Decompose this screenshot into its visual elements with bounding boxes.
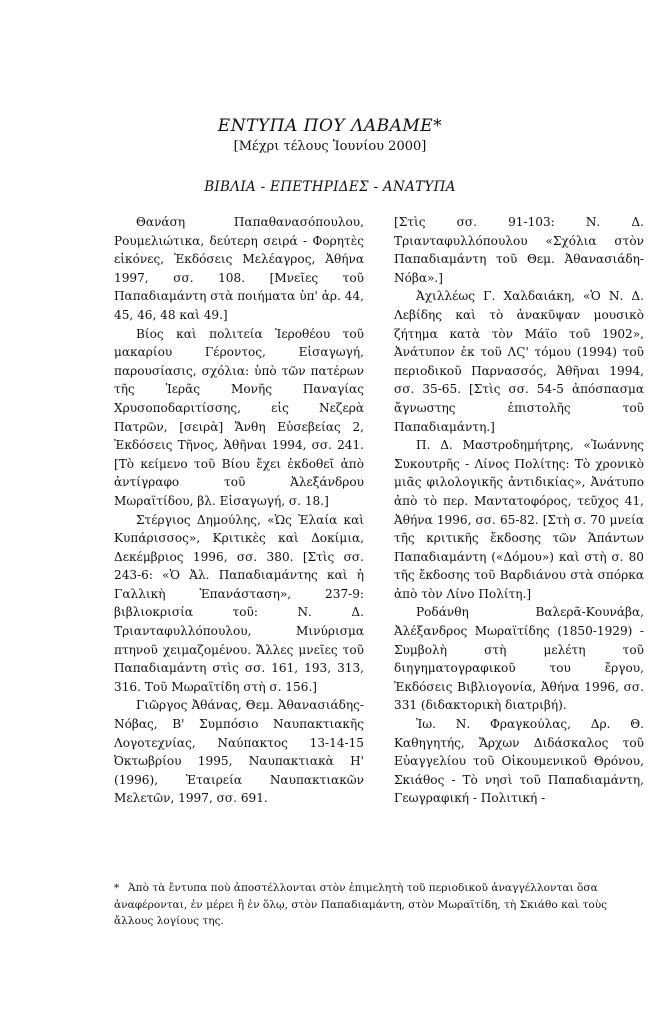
entry-bios-ierotheou: Βίος καὶ πολιτεία Ἱεροθέου τοῦ μακαρίου Γέροντος, Εἰσαγωγή, παρουσίασις, σχόλια: ὑπὸ τῶν πατέρων τῆς Ἱερᾶς Μονῆς Παναγίας Χρυσοποδαριτίσσης, εἰς Νεζερὰ Πατρῶν, [σειρὰ] Ἄνθη Εὐσεβείας 2, Ἐκδόσεις Τῆνος, Ἀθῆναι 1994, σσ. 241. [Τὸ κείμενο τοῦ Βίου ἔχει ἐκδοθεῖ ἀπὸ ἀντίγραφο τοῦ Ἀλεξάνδρου Μωραϊτίδου, βλ. Εἰσαγωγή, σ. 18.] (114, 326, 364, 508)
page-subtitle: [Μέχρι τέλους Ἰουνίου 2000] (233, 139, 427, 154)
entry-dimoulis: Στέργιος Δημούλης, «Ὡς Ἐλαία καὶ Κυπάρισσος», Κριτικὲς καὶ Δοκίμια, Δεκέμβριος 1996, σσ. 380. [Στὶς σσ. 243-6: «Ὁ Ἀλ. Παπαδιαμάντης καὶ ἡ Γαλλικὴ Ἐπανάσταση», 237-9: βιβλιοκρισία τοῦ: Ν. Δ. Τριανταφυλλόπουλου, Μινύρισμα πτηνοῦ χειμαζομένου. Ἄλλες μνεῖες τοῦ Παπαδιαμάντη στὶς σσ. 161, 193, 313, 316. Τοῦ Μωραϊτίδη στὴ σ. 156.] (114, 512, 364, 694)
footnote (114, 880, 644, 930)
entry-mastrodimitris: Π. Δ. Μαστροδημήτρης, «Ἰωάννης Συκουτρῆς - Λίνος Πολίτης: Τὸ χρονικὸ μιᾶς φιλολογικῆς ἀντιδικίας», Ἀνάτυπο ἀπὸ τὸ περ. Μαντατοφόρος, τεῦχος 41, Ἀθήνα 1996, σσ. 65-82. [Στὴ σ. 70 μνεία τῆς κριτικῆς ἔκδοσης τῶν Ἁπάντων Παπαδιαμάντη («Δόμου») καὶ στὴ σ. 80 τῆς ἔκδοσης τοῦ Βαρδιάνου στὰ σπόρκα ἀπὸ τὸν Λίνο Πολίτη.] (394, 438, 644, 601)
entry-fragkoulas: Ἰω. Ν. Φραγκούλας, Δρ. Θ. Καθηγητής, Ἄρχων Διδάσκαλος τοῦ Εὐαγγελίου τοῦ Οἰκουμενικοῦ Θρόνου, Σκιάθος - Τὸ νησὶ τοῦ Παπαδιαμάντη, Γεωγραφική - Πολιτική - (394, 717, 644, 806)
left-column (114, 213, 364, 808)
section-heading: ΒΙΒΛΙΑ - ΕΠΕΤΗΡΙΔΕΣ - ΑΝΑΤΥΠΑ (204, 179, 456, 195)
entry-chaldaiakis: Ἀχιλλέως Γ. Χαλδαιάκη, «Ὁ Ν. Δ. Λεβίδης καὶ τὸ ἀνακῦψαν μουσικὸ ζήτημα κατὰ τὸν Μάϊο τοῦ 1902», Ἀνάτυπον ἐκ τοῦ ΛϚ' τόμου (1994) τοῦ περιοδικοῦ Παρνασσός, Ἀθῆναι 1994, σσ. 35-65. [Στὶς σσ. 54-5 ἀπόσπασμα ἄγνωστης ἐπιστολῆς τοῦ Παπαδιαμάντη.] (394, 289, 644, 434)
entry-athanas-continued: [Στὶς σσ. 91-103: Ν. Δ. Τριανταφυλλόπουλου «Σχόλια στὸν Παπαδιαμάντη τοῦ Θεμ. Ἀθανασιάδη-Νόβα».] (394, 215, 644, 285)
footnote-mark: * (114, 882, 120, 894)
entry-valera-kounava: Ροδάνθη Βαλερᾶ-Κουνάβα, Ἀλέξανδρος Μωραϊτίδης (1850-1929) - Συμβολὴ στὴ μελέτη τοῦ διηγηματογραφικοῦ του ἔργου, Ἐκδόσεις Βιβλιογονία, Ἀθήνα 1996, σσ. 331 (διδακτορικὴ διατριβή). (394, 605, 644, 713)
entry-athanas: Γιῶργος Ἀθάνας, Θεμ. Ἀθανασιάδης-Νόβας, Β' Συμπόσιο Ναυπακτιακῆς Λογοτεχνίας, Ναύπακτος 13-14-15 Ὀκτωβρίου 1995, Ναυπακτιακὰ Η' (1996), Ἑταιρεία Ναυπακτιακῶν Μελετῶν, 1997, σσ. 691. (114, 698, 364, 806)
page-title: ΕΝΤΥΠΑ ΠΟΥ ΛΑΒΑΜΕ* (217, 116, 443, 136)
footnote-text: Ἀπὸ τὰ ἔντυπα ποὺ ἀποστέλλονται στὸν ἐπιμελητὴ τοῦ περιοδικοῦ ἀναγγέλλονται ὅσα ἀναφέρονται, ἐν μέρει ἢ ἐν ὅλῳ, στὸν Παπαδιαμάντη, στὸν Μωραϊτίδη, τὴ Σκιάθο καὶ τοὺς ἄλλους λογίους της. (114, 882, 608, 928)
right-column (394, 213, 644, 808)
entry-papathanasopoulos: Θανάση Παπαθανασόπουλου, Ρουμελιώτικα, δεύτερη σειρά - Φορητὲς εἰκόνες, Ἐκδόσεις Μελέαγρος, Ἀθήνα 1997, σσ. 108. [Μνεῖες τοῦ Παπαδιαμάντη στὰ ποιήματα ὑπ' ἀρ. 44, 45, 46, 48 καὶ 49.] (114, 215, 364, 322)
